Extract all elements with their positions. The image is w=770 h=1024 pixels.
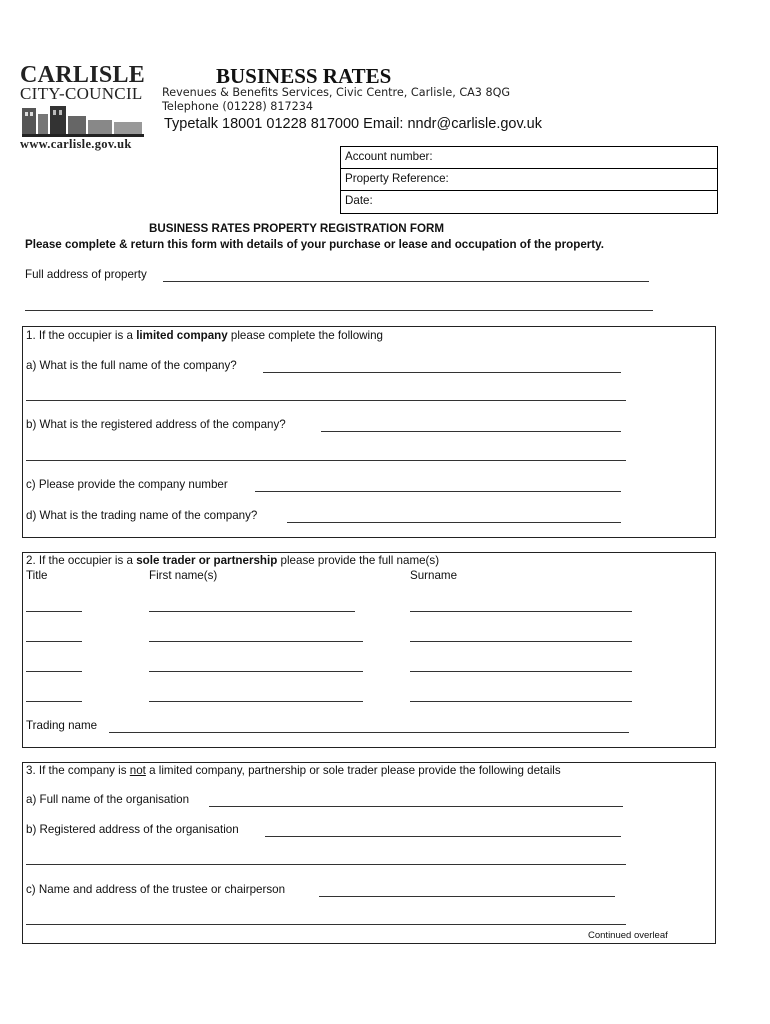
reference-table (340, 146, 718, 214)
company-number-line[interactable] (255, 491, 621, 492)
section-limited-company (22, 326, 716, 538)
full-address-label: Full address of property (25, 268, 147, 281)
registered-address-line-2[interactable] (26, 460, 626, 461)
surname-column-header: Surname (410, 569, 458, 582)
section3-intro: 3. If the company is not a limited company, partnership or sole trader please provide the following details (26, 764, 561, 777)
company-name-label: a) What is the full name of the company? (26, 359, 237, 372)
surname-line-2[interactable] (410, 641, 632, 642)
form-title: BUSINESS RATES PROPERTY REGISTRATION FORM (149, 222, 445, 235)
typetalk-email: Typetalk 18001 01228 817000 Email: nndr@carlisle.gov.uk (164, 116, 542, 132)
first-name-line-3[interactable] (149, 671, 363, 672)
full-address-line-2[interactable] (25, 310, 653, 311)
surname-line-3[interactable] (410, 671, 632, 672)
title-line-3[interactable] (26, 671, 82, 672)
office-address: Revenues & Benefits Services, Civic Centre, Carlisle, CA3 8QG (162, 86, 511, 99)
civic-centre-skyline-icon (22, 104, 144, 138)
company-trading-name-line[interactable] (287, 522, 621, 523)
trading-name-label: d) What is the trading name of the company? (26, 509, 258, 522)
council-logo (20, 62, 145, 154)
organisation-address-label: b) Registered address of the organisation (26, 823, 239, 836)
section1-intro: 1. If the occupier is a limited company please complete the following (26, 329, 384, 342)
trustee-line-2[interactable] (26, 924, 626, 925)
first-name-line-1[interactable] (149, 611, 355, 612)
organisation-address-line-2[interactable] (26, 864, 626, 865)
title-line-4[interactable] (26, 701, 82, 702)
account-number-field[interactable]: Account number: (341, 147, 717, 169)
section2-intro: 2. If the occupier is a sole trader or partnership please provide the full name(s) (26, 554, 440, 567)
trading-name-line[interactable] (109, 732, 629, 733)
full-address-line-1[interactable] (163, 281, 649, 282)
trustee-line[interactable] (319, 896, 615, 897)
trading-name-label: Trading name (26, 719, 98, 732)
title-line-2[interactable] (26, 641, 82, 642)
company-name-line-2[interactable] (26, 400, 626, 401)
company-number-label: c) Please provide the company number (26, 478, 228, 491)
title-column-header: Title (26, 569, 48, 582)
logo-city-council-text: CITY-COUNCIL (20, 84, 143, 103)
section-other-organisation (22, 762, 716, 944)
surname-line-4[interactable] (410, 701, 632, 702)
date-field[interactable]: Date: (345, 194, 373, 207)
logo-carlisle-text: CARLISLE (20, 62, 146, 88)
organisation-name-line[interactable] (209, 806, 623, 807)
page-title: BUSINESS RATES (216, 64, 392, 88)
company-name-line[interactable] (263, 372, 621, 373)
registered-address-label: b) What is the registered address of the company? (26, 418, 286, 431)
first-name-line-4[interactable] (149, 701, 363, 702)
trustee-label: c) Name and address of the trustee or chairperson (26, 883, 286, 896)
logo-website-url: www.carlisle.gov.uk (20, 137, 132, 151)
first-names-column-header: First name(s) (149, 569, 218, 582)
organisation-address-line[interactable] (265, 836, 621, 837)
property-reference-field[interactable]: Property Reference: (341, 169, 717, 191)
first-name-line-2[interactable] (149, 641, 363, 642)
surname-line-1[interactable] (410, 611, 632, 612)
registered-address-line[interactable] (321, 431, 621, 432)
title-line-1[interactable] (26, 611, 82, 612)
office-telephone: Telephone (01228) 817234 (162, 100, 313, 113)
organisation-name-label: a) Full name of the organisation (26, 793, 190, 806)
section-sole-trader (22, 552, 716, 748)
continued-overleaf: Continued overleaf (588, 930, 668, 941)
form-instruction: Please complete & return this form with details of your purchase or lease and occupation of the property. (25, 238, 604, 251)
